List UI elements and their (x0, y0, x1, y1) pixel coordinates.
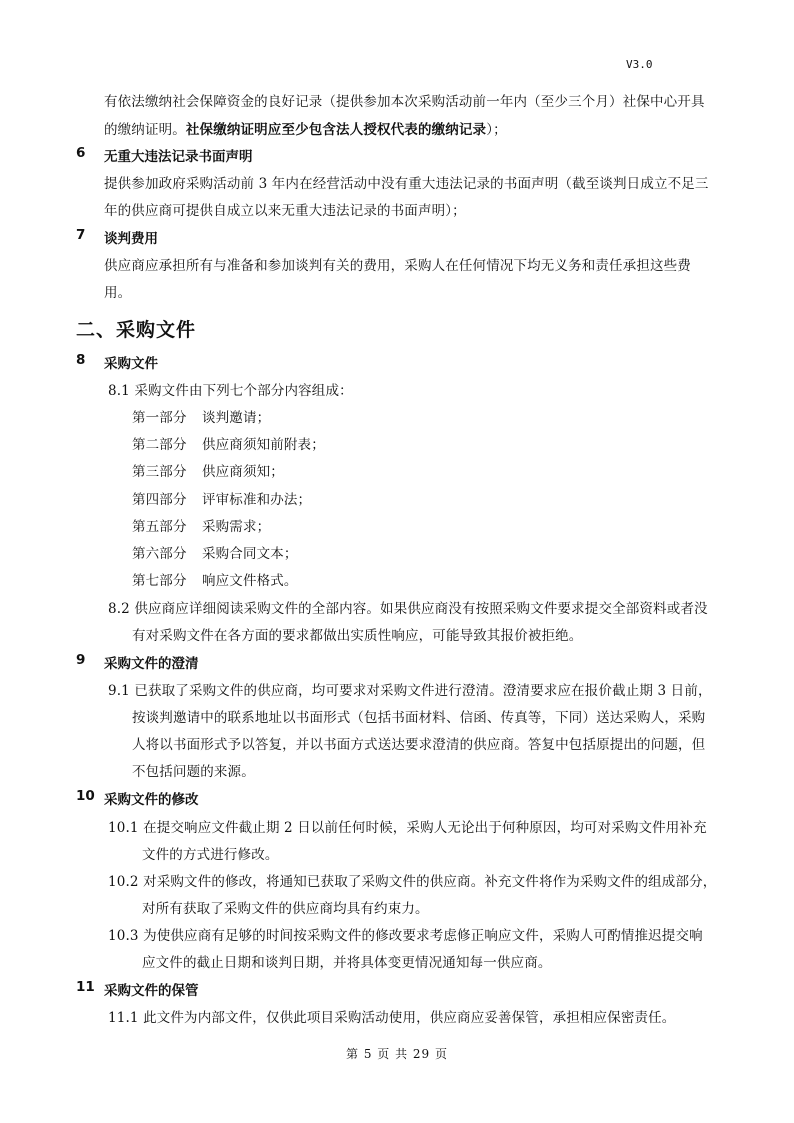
clause-10-3-line-2: 应文件的截止日期和谈判日期，并将具体变更情况通知每一供应商。 (142, 955, 552, 971)
clause-10-3-line-1: 10.3 为使供应商有足够的时间按采购文件的修改要求考虑修正响应文件，采购人可酌情推迟提交响 (108, 928, 703, 944)
part-7-label: 第七部分 (132, 573, 187, 589)
part-3-label: 第三部分 (132, 464, 187, 480)
social-security-line-2 (104, 118, 507, 138)
section-11-number: 11 (76, 979, 95, 995)
part-2-label: 第二部分 (132, 437, 187, 453)
page-number: 第 5 页 共 29 页 (346, 1047, 448, 1061)
section-7-line-1: 供应商应承担所有与准备和参加谈判有关的费用，采购人在任何情况下均无义务和责任承担这些费 (104, 258, 691, 274)
section-11-title: 采购文件的保管 (104, 983, 199, 999)
social-security-line-1: 有依法缴纳社会保障资金的良好记录（提供参加本次采购活动前一年内（至少三个月）社保中心开具 (104, 94, 705, 110)
clause-9-1-line-2: 按谈判邀请中的联系地址以书面形式（包括书面材料、信函、传真等，下同）送达采购人，采购 (132, 710, 706, 726)
section-9-number: 9 (76, 652, 86, 668)
social-security-text: 的缴纳证明。 (104, 122, 186, 138)
part-6-text: 采购合同文本； (202, 546, 298, 562)
section-8-number: 8 (76, 352, 86, 368)
part-1-text: 谈判邀请； (202, 410, 271, 426)
clause-10-1-line-2: 文件的方式进行修改。 (142, 847, 279, 863)
social-security-bold-note: 社保缴纳证明应至少包含法人授权代表的缴纳记录 (185, 122, 487, 138)
clause-11-1: 11.1 此文件为内部文件，仅供此项目采购活动使用，供应商应妥善保管，承担相应保密责任。 (108, 1010, 676, 1026)
part-2-text: 供应商须知前附表； (202, 437, 325, 453)
section-7-line-2: 用。 (104, 285, 132, 301)
clause-9-1-line-1: 9.1 已获取了采购文件的供应商，均可要求对采购文件进行澄清。澄清要求应在报价截止期 3 日前， (108, 683, 712, 699)
section-7-title: 谈判费用 (104, 231, 158, 247)
section-9-title: 采购文件的澄清 (104, 656, 199, 672)
part-3-text: 供应商须知； (202, 464, 284, 480)
section-6-number: 6 (76, 145, 86, 161)
section-6-line-2: 年的供应商可提供自成立以来无重大违法记录的书面声明）； (104, 203, 466, 219)
section-10-title: 采购文件的修改 (104, 792, 199, 808)
part-1-label: 第一部分 (132, 410, 187, 426)
section-8-title: 采购文件 (104, 356, 158, 372)
version-label: V3.0 (626, 58, 653, 71)
clause-8-2-line-1: 8.2 供应商应详细阅读采购文件的全部内容。如果供应商没有按照采购文件要求提交全部资料或者没 (108, 601, 708, 617)
clause-10-1-line-1: 10.1 在提交响应文件截止期 2 日以前任何时候，采购人无论出于何种原因，均可对采购文件用补充 (108, 820, 707, 836)
part-4-text: 评审标准和办法； (202, 492, 312, 508)
clause-9-1-line-3: 人将以书面形式予以答复，并以书面方式送达要求澄清的供应商。答复中包括原提出的问题，但 (132, 737, 706, 753)
part-4-label: 第四部分 (132, 492, 187, 508)
clause-9-1-line-4: 不包括问题的来源。 (132, 764, 255, 780)
part-6-label: 第六部分 (132, 546, 187, 562)
clause-8-2-line-2: 有对采购文件在各方面的要求都做出实质性响应，可能导致其报价被拒绝。 (132, 628, 583, 644)
social-security-end: ）； (486, 122, 507, 138)
section-6-line-1: 提供参加政府采购活动前 3 年内在经营活动中没有重大违法记录的书面声明（截至谈判日成立不足三 (104, 176, 709, 192)
clause-8-1: 8.1 采购文件由下列七个部分内容组成： (108, 383, 353, 399)
section-10-number: 10 (76, 788, 95, 804)
part-5-label: 第五部分 (132, 519, 187, 535)
chapter-title: 二、采购文件 (76, 319, 197, 341)
part-5-text: 采购需求； (202, 519, 271, 535)
section-7-number: 7 (76, 227, 86, 243)
clause-10-2-line-1: 10.2 对采购文件的修改，将通知已获取了采购文件的供应商。补充文件将作为采购文件的组成部分， (108, 874, 717, 890)
clause-10-2-line-2: 对所有获取了采购文件的供应商均具有约束力。 (142, 901, 429, 917)
part-7-text: 响应文件格式。 (202, 573, 298, 589)
section-6-title: 无重大违法记录书面声明 (104, 149, 253, 165)
